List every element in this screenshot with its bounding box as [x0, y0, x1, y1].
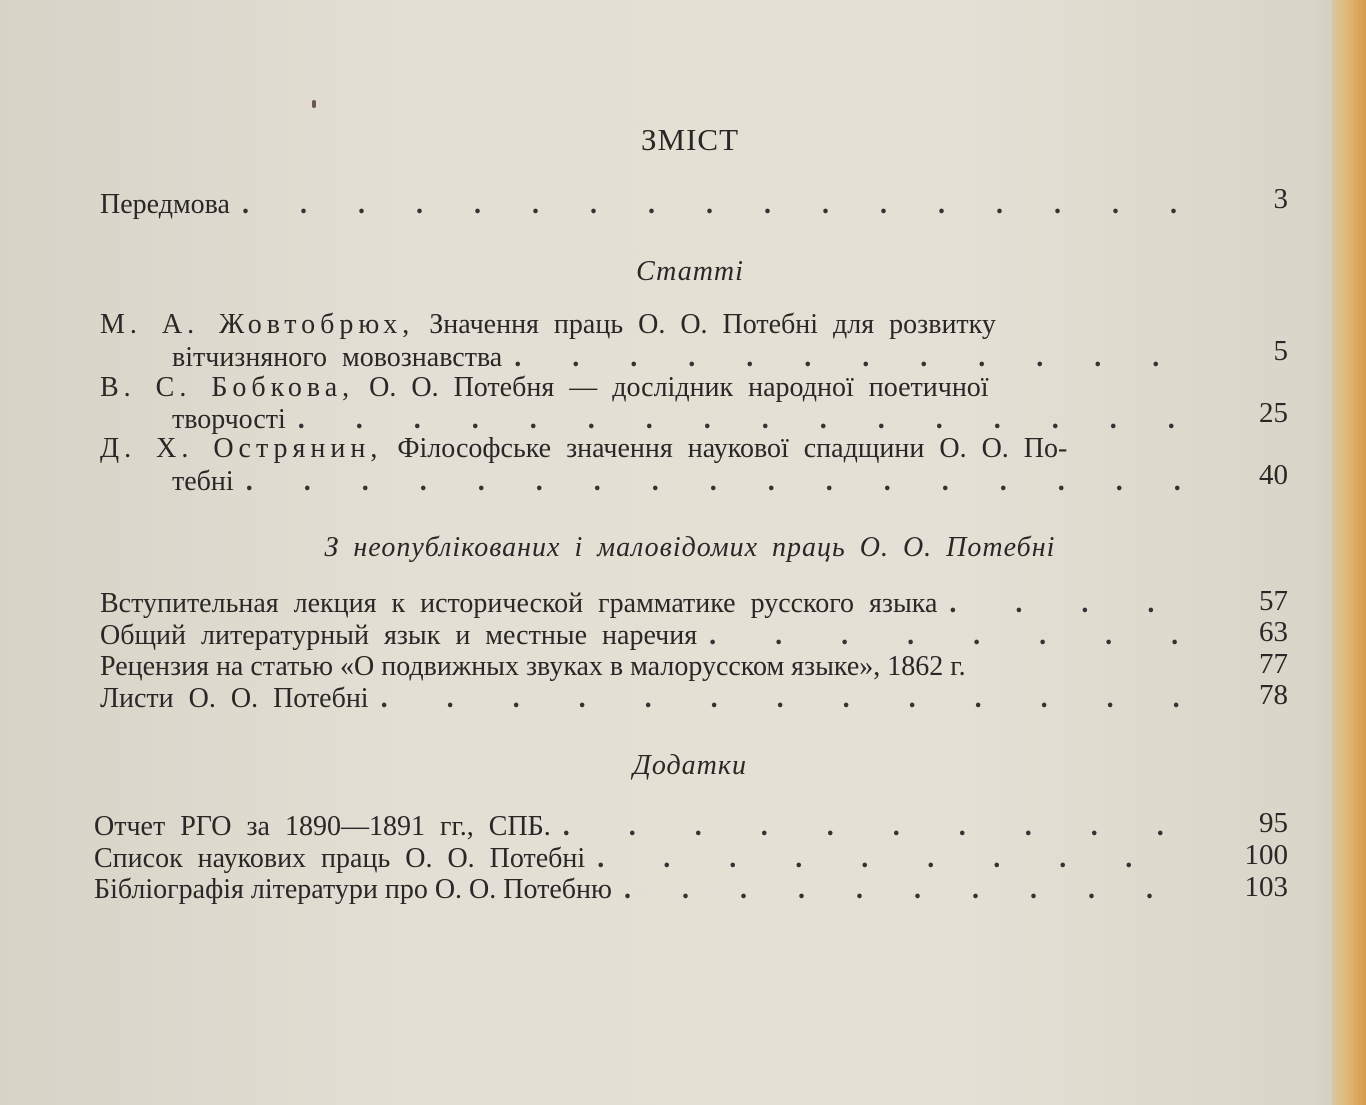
- entry-author: М. А. Жовтобрюх,: [100, 309, 415, 340]
- toc-entry-work-1: [100, 587, 1188, 621]
- dot-leader: [246, 465, 1188, 499]
- toc-entry-article-3-cont: [172, 465, 1188, 499]
- entry-text: Значення праць О. О. Потебні для розвитку: [429, 309, 996, 340]
- entry-text: Бібліографія літератури про О. О. Потебню: [94, 874, 612, 905]
- entry-text: Вступительная лекция к исторической грамматике русского языка: [100, 588, 938, 619]
- entry-author: В. С. Бобкова,: [100, 372, 355, 403]
- dot-leader: [514, 341, 1188, 375]
- section-heading-unpublished: З неопублікованих і маловідомих праць О. О. Потебні: [324, 532, 1056, 563]
- section-heading-articles: Статті: [636, 256, 744, 287]
- paper-speck: [312, 100, 316, 108]
- entry-page: 95: [1259, 807, 1288, 839]
- dot-leader: [242, 188, 1188, 222]
- entry-page: 25: [1259, 397, 1288, 429]
- page-title: ЗМІСТ: [640, 122, 740, 157]
- dot-leader: [563, 810, 1188, 844]
- entry-text: вітчизняного мовознавства: [172, 342, 503, 373]
- entry-text: Філософське значення наукової спадщини О. О. По-: [397, 433, 1068, 464]
- toc-entry-appendix-3: [94, 873, 1188, 907]
- toc-entry-article-1: [100, 308, 1188, 342]
- toc-entry-work-4: [100, 682, 1188, 716]
- entry-text: Список наукових праць О. О. Потебні: [94, 843, 586, 874]
- toc-entry-appendix-1: [94, 810, 1188, 844]
- dot-leader: [381, 682, 1188, 716]
- entry-text: Общий литературный язык и местные наречия: [100, 620, 698, 651]
- toc-entry-article-2: [100, 371, 1188, 405]
- toc-entry-article-3: [100, 432, 1188, 466]
- entry-text: тебні: [172, 466, 234, 497]
- toc-entry-work-3: [100, 650, 1200, 684]
- toc-entry-preface: [100, 188, 1188, 222]
- dot-leader: [597, 842, 1188, 876]
- entry-page: 3: [1273, 183, 1288, 215]
- entry-text: Передмова: [100, 189, 230, 220]
- section-heading-appendix: Додатки: [633, 750, 747, 781]
- entry-page: 100: [1244, 839, 1288, 871]
- entry-page: 63: [1259, 616, 1288, 648]
- entry-text: О. О. Потебня — дослідник народної поетичної: [369, 372, 989, 403]
- entry-page: 103: [1244, 871, 1288, 903]
- entry-text: творчості: [172, 404, 286, 435]
- entry-text: Листи О. О. Потебні: [100, 683, 369, 714]
- toc-entry-appendix-2: [94, 842, 1188, 876]
- toc-entry-article-1-cont: [172, 341, 1188, 375]
- dot-leader: [709, 619, 1188, 653]
- entry-page: 77: [1259, 648, 1288, 680]
- entry-page: 57: [1259, 585, 1288, 617]
- entry-page: 40: [1259, 459, 1288, 491]
- toc-entry-work-2: [100, 619, 1188, 653]
- entry-text: Отчет РГО за 1890—1891 гг., СПБ.: [94, 811, 551, 842]
- dot-leader: [624, 873, 1188, 907]
- entry-text: Рецензия на статью «О подвижных звуках в малорусском языке», 1862 г.: [100, 651, 966, 682]
- dot-leader: [949, 587, 1188, 621]
- entry-page: 5: [1273, 335, 1288, 367]
- entry-page: 78: [1259, 679, 1288, 711]
- entry-author: Д. Х. Острянин,: [100, 433, 383, 464]
